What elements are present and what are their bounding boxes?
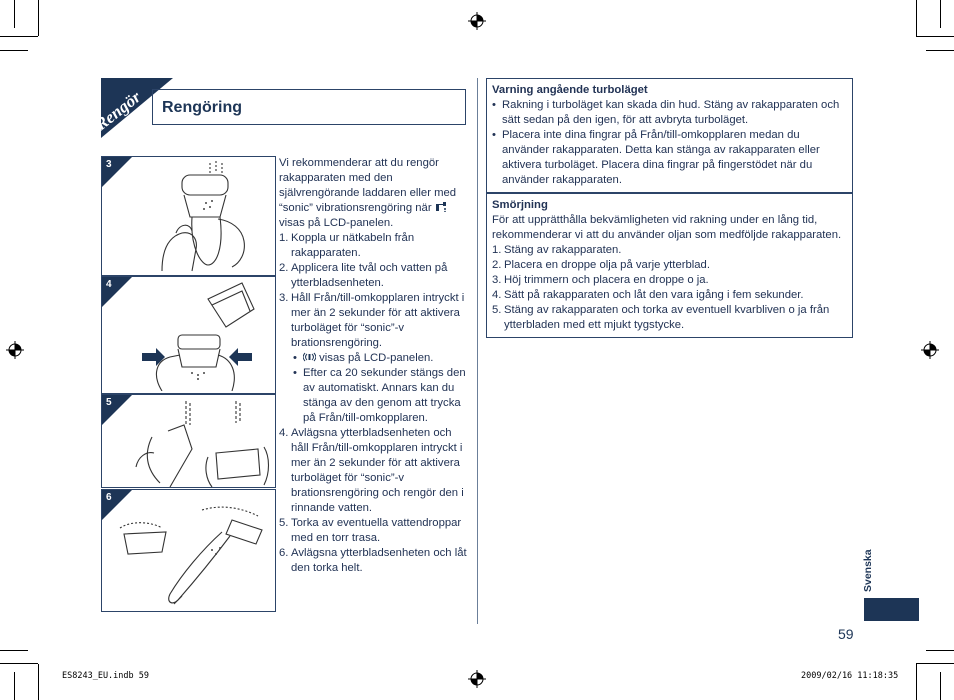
rinse-under-water-illustration — [108, 397, 274, 487]
crop-mark — [940, 0, 941, 28]
dry-shaver-illustration — [112, 500, 272, 608]
list-item: 5. Torka av eventuella vattendroppar med en torr trasa. — [279, 517, 462, 544]
panel-number: 5 — [106, 397, 112, 408]
page-title: Rengöring — [162, 99, 242, 116]
list-item: 4. Avlägsna ytterbladsenheten och håll Från/till-omkopplaren intryckt i mer än 2 sekunder för att aktivera turboläget för “sonic”-v brationsrengöring och rengör den i rinnande vatten. — [279, 427, 464, 514]
list-item: • visas på LCD-panelen. — [293, 352, 434, 364]
crop-mark — [0, 663, 38, 664]
illustration-panel-6 — [101, 489, 276, 612]
registration-mark-icon — [468, 12, 486, 30]
list-item: 1. Stäng av rakapparaten. — [492, 244, 622, 256]
language-tab-label: Svenska — [862, 549, 874, 592]
list-item: 3. Höj trimmern och placera en droppe o ja. — [492, 274, 709, 286]
crop-mark — [38, 0, 39, 36]
panel-number: 6 — [106, 492, 112, 503]
registration-mark-icon — [468, 670, 486, 688]
list-item: 2. Placera en droppe olja på varje ytterblad. — [492, 259, 710, 271]
crop-mark — [916, 36, 954, 37]
crop-mark — [940, 672, 941, 700]
faucet-icon — [435, 201, 448, 212]
crop-mark — [0, 50, 28, 51]
crop-mark — [916, 663, 954, 664]
registration-mark-icon — [6, 341, 24, 359]
crop-mark — [38, 664, 39, 700]
lubrication-intro: För att upprätthålla bekvämligheten vid rakning under en lång tid, rekommenderar vi att du använder oljan som medföljde rakapparaten. — [492, 214, 842, 241]
panel-number: 3 — [106, 159, 112, 170]
list-item: 1. Koppla ur nätkabeln från rakapparaten. — [279, 232, 415, 259]
crop-mark — [926, 650, 954, 651]
sonic-vibration-icon — [303, 352, 316, 362]
list-item: • Efter ca 20 sekunder stängs den av automatiskt. Annars kan du stänga av den genom att trycka på Från/till-omkopplaren. — [293, 367, 466, 424]
list-item: 6. Avlägsna ytterbladsenheten och låt den torka helt. — [279, 547, 467, 574]
remove-outer-blade-illustration — [122, 279, 274, 391]
list-item: 4. Sätt på rakapparaten och låt den vara igång i fem sekunder. — [492, 289, 804, 301]
crop-mark — [14, 672, 15, 700]
list-item: 5. Stäng av rakapparaten och torka av eventuell kvarbliven o ja från ytterbladen med ett mjukt tygstycke. — [492, 304, 830, 331]
illustration-panel-4 — [101, 276, 276, 394]
warning-box — [486, 78, 853, 193]
list-item: 3. Håll Från/till-omkopplaren intryckt i mer än 2 sekunder för att aktivera turboläget för “sonic”-v brationsrengöring. — [279, 292, 465, 349]
crop-mark — [916, 664, 917, 700]
footer-file-info: ES8243_EU.indb 59 — [62, 671, 149, 681]
illustration-panel-3 — [101, 156, 276, 276]
list-item: • Placera inte dina fingrar på Från/till-omkopplaren medan du använder rakapparaten. Detta kan stänga av rakapparaten eller aktivera turboläget. Placera dina fingrar på fingerstödet när du använder rakapparaten. — [492, 129, 820, 186]
list-item: 2. Applicera lite tvål och vatten på ytterbladsenheten. — [279, 262, 448, 289]
crop-mark — [0, 36, 38, 37]
shaver-soap-illustration — [132, 159, 272, 273]
lubrication-title: Smörjning — [492, 199, 548, 211]
cleaning-instructions — [279, 156, 467, 576]
crop-mark — [926, 50, 954, 51]
page-number: 59 — [838, 626, 854, 642]
registration-mark-icon — [921, 341, 939, 359]
warning-title: Varning angående turboläget — [492, 84, 648, 96]
language-tab — [864, 598, 919, 621]
crop-mark — [0, 650, 28, 651]
column-divider — [477, 78, 478, 624]
crop-mark — [916, 0, 917, 36]
section-tab-label: Rengör — [91, 87, 145, 135]
footer-timestamp: 2009/02/16 11:18:35 — [801, 671, 899, 681]
lubrication-box — [486, 193, 853, 338]
intro-text: Vi rekommenderar att du rengör rakapparaten med den självrengörande laddaren eller med “sonic” vibrationsrengöring när visas på LCD-panelen. — [279, 157, 457, 229]
panel-number: 4 — [106, 279, 112, 290]
illustration-panel-5 — [101, 394, 276, 488]
list-item: • Rakning i turboläget kan skada din hud. Stäng av rakapparaten och sätt sedan på den igen, för att avbryta turboläget. — [492, 99, 840, 126]
crop-mark — [14, 0, 15, 28]
